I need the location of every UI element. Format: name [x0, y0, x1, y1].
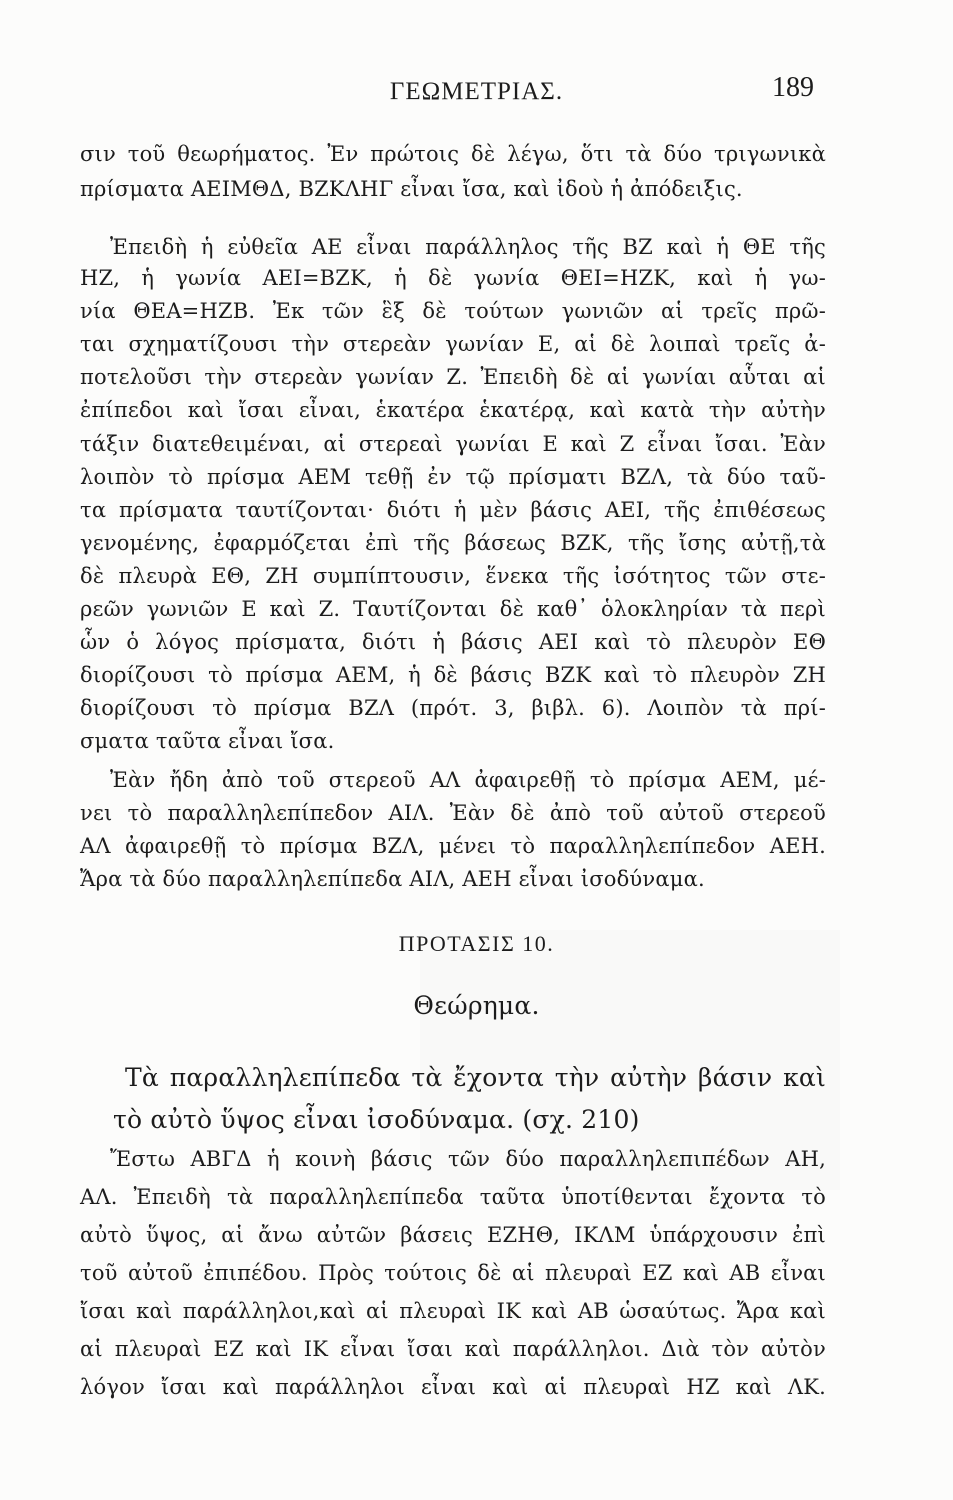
- text-line: τα πρίσματα ταυτίζονται· διότι ἡ μὲν βάσις ΑΕΙ, τῆς ἐπιθέσεως: [80, 498, 826, 522]
- text-line: αἱ πλευραὶ ΕΖ καὶ ΙΚ εἶναι ἴσαι καὶ παράλληλοι. Διὰ τὸν αὐτὸν: [80, 1337, 826, 1361]
- text-line: Ἐπειδὴ ἡ εὐθεῖα ΑΕ εἶναι παράλληλος τῆς ΒΖ καὶ ἡ ΘΕ τῆς: [110, 235, 826, 259]
- text-line: ὧν ὁ λόγος πρίσματα, διότι ἡ βάσις ΑΕΙ καὶ τὸ πλευρὸν ΕΘ: [80, 630, 826, 654]
- text-line: αὐτὸ ὕψος, αἱ ἄνω αὐτῶν βάσεις ΕΖΗΘ, ΙΚΛΜ ὑπάρχουσιν ἐπὶ: [80, 1223, 826, 1247]
- theorem-statement-line: Τὰ παραλληλεπίπεδα τὰ ἔχοντα τὴν αὐτὴν βάσιν καὶ: [125, 1063, 826, 1092]
- theorem-statement-line: τὸ αὐτὸ ὕψος εἶναι ἰσοδύναμα. (σχ. 210): [113, 1105, 640, 1134]
- text-line: δὲ πλευρὰ ΕΘ, ΖΗ συμπίπτουσιν, ἕνεκα τῆς ἰσότητος τῶν στε-: [80, 564, 826, 588]
- page-number: 189: [772, 72, 814, 103]
- text-line: ΗΖ, ἡ γωνία ΑΕΙ=ΒΖΚ, ἡ δὲ γωνία ΘΕΙ=ΗΖΚ, καὶ ἡ γω-: [80, 266, 826, 290]
- text-line: Ἐὰν ἤδη ἀπὸ τοῦ στερεοῦ ΑΛ ἀφαιρεθῇ τὸ πρίσμα ΑΕΜ, μέ-: [110, 768, 826, 792]
- text-line: λόγον ἴσαι καὶ παράλληλοι εἶναι καὶ αἱ πλευραὶ ΗΖ καὶ ΛΚ.: [80, 1375, 826, 1399]
- text-line: ἐπίπεδοι καὶ ἴσαι εἶναι, ἑκατέρα ἑκατέρᾳ, καὶ κατὰ τὴν αὐτὴν: [80, 398, 826, 422]
- theorem-heading: Θεώρημα.: [413, 991, 540, 1020]
- text-line: τάξιν διατεθειμέναι, αἱ στερεαὶ γωνίαι Ε καὶ Ζ εἶναι ἴσαι. Ἐὰν: [80, 432, 826, 456]
- text-line: σματα ταῦτα εἶναι ἴσα.: [80, 729, 335, 753]
- text-line: ἴσαι καὶ παράλληλοι,καὶ αἱ πλευραὶ ΙΚ καὶ ΑΒ ὡσαύτως. Ἄρα καὶ: [80, 1299, 826, 1323]
- text-line: νει τὸ παραλληλεπίπεδον ΑΙΛ. Ἐὰν δὲ ἀπὸ τοῦ αὐτοῦ στερεοῦ: [80, 801, 826, 825]
- text-line: τοῦ αὐτοῦ ἐπιπέδου. Πρὸς τούτοις δὲ αἱ πλευραὶ ΕΖ καὶ ΑΒ εἶναι: [80, 1261, 826, 1285]
- text-line: ρεῶν γωνιῶν Ε καὶ Ζ. Ταυτίζονται δὲ καθ᾽ ὁλοκληρίαν τὰ περὶ: [80, 597, 826, 621]
- text-line: ΑΛ ἀφαιρεθῇ τὸ πρίσμα ΒΖΛ, μένει τὸ παραλληλεπίπεδον ΑΕΗ.: [80, 834, 826, 858]
- text-line: διορίζουσι τὸ πρίσμα ΑΕΜ, ἡ δὲ βάσις ΒΖΚ καὶ τὸ πλευρὸν ΖΗ: [80, 663, 826, 687]
- text-line: σιν τοῦ θεωρήματος. Ἐν πρώτοις δὲ λέγω, ὅτι τὰ δύο τριγωνικὰ: [80, 142, 826, 166]
- proposition-heading: ΠΡΟΤΑΣΙΣ 10.: [398, 931, 555, 956]
- text-line: πρίσματα ΑΕΙΜΘΔ, ΒΖΚΛΗΓ εἶναι ἴσα, καὶ ἰδοὺ ἡ ἀπόδειξις.: [80, 177, 743, 201]
- text-line: Ἄρα τὰ δύο παραλληλεπίπεδα ΑΙΛ, ΑΕΗ εἶναι ἰσοδύναμα.: [80, 867, 705, 891]
- text-line: ται σχηματίζουσι τὴν στερεὰν γωνίαν Ε, αἱ δὲ λοιπαὶ τρεῖς ἀ-: [80, 332, 826, 356]
- text-line: διορίζουσι τὸ πρίσμα ΒΖΛ (πρότ. 3, βιβλ. 6). Λοιπὸν τὰ πρί-: [80, 696, 826, 720]
- text-line: ΑΛ. Ἐπειδὴ τὰ παραλληλεπίπεδα ταῦτα ὑποτίθενται ἔχοντα τὸ: [80, 1185, 826, 1209]
- text-line: λοιπὸν τὸ πρίσμα ΑΕΜ τεθῇ ἐν τῷ πρίσματι ΒΖΛ, τὰ δύο ταῦ-: [80, 465, 826, 489]
- text-line: Ἔστω ΑΒΓΔ ἡ κοινὴ βάσις τῶν δύο παραλληλεπιπέδων ΑΗ,: [110, 1147, 826, 1171]
- running-title: ΓΕΩΜΕΤΡΙΑΣ.: [389, 78, 564, 105]
- text-line: νία ΘΕΑ=ΗΖΒ. Ἐκ τῶν ἓξ δὲ τούτων γωνιῶν αἱ τρεῖς πρῶ-: [80, 299, 826, 323]
- text-line: ποτελοῦσι τὴν στερεὰν γωνίαν Ζ. Ἐπειδὴ δὲ αἱ γωνίαι αὗται αἱ: [80, 365, 826, 389]
- text-line: γενομένης, ἐφαρμόζεται ἐπὶ τῆς βάσεως ΒΖΚ, τῆς ἴσης αὐτῇ,τὰ: [80, 531, 826, 555]
